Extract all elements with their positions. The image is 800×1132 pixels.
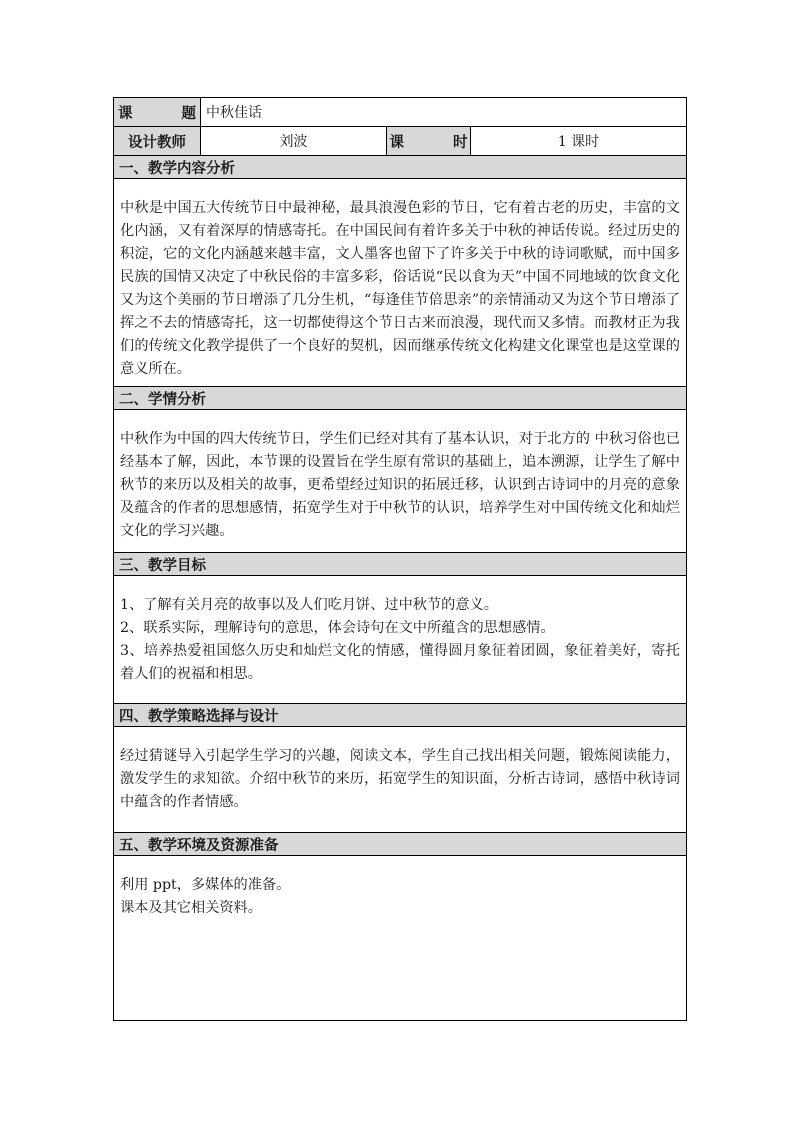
period-label: 课 时 [387, 127, 471, 155]
objective-item: 3、培养热爱祖国悠久历史和灿烂文化的情感，懂得圆月象征着团圆，象征着美好，寄托着人们的祝福和相思。 [120, 643, 680, 682]
section-title-content-analysis: 一、教学内容分析 [114, 156, 686, 179]
topic-value: 中秋佳话 [206, 105, 262, 121]
lesson-plan-table [113, 97, 687, 1021]
teacher-row [114, 127, 686, 156]
section-body-content-analysis [114, 179, 686, 387]
section-title-objectives: 三、教学目标 [114, 553, 686, 576]
resource-item: 课本及其它相关资料。 [120, 900, 262, 916]
topic-row [114, 98, 686, 127]
section-body-objectives [114, 576, 686, 704]
paragraph: 中秋是中国五大传统节日中最神秘，最具浪漫色彩的节日，它有着古老的历史，丰富的文化内涵，又有着深厚的情感寄托。在中国民间有着许多关于中秋的神话传说。经过历史的积淀，它的文化内涵越来越丰富，文人墨客也留下了许多关于中秋的诗词歌赋，而中国多民族的国情又决定了中秋民俗的丰富多彩，俗话说“民以食为天”中国不同地域的饮食文化又为这个美丽的节日增添了几分生机，“每逢佳节倍思亲”的亲情涌动又为这个节日增添了挥之不去的情感寄托，这一切都使得这个节日古来而浪漫，现代而又多情。而教材正为我们的传统文化教学提供了一个良好的契机，因而继承传统文化构建文化课堂也是这堂课的意义所在。 [120, 200, 680, 377]
paragraph: 经过猜谜导入引起学生学习的兴趣，阅读文本，学生自己找出相关问题，锻炼阅读能力，激发学生的求知欲。介绍中秋节的来历，拓宽学生的知识面，分析古诗词，感悟中秋诗词中蕴含的作者情感。 [120, 748, 680, 810]
paragraph: 中秋作为中国的四大传统节日，学生们已经对其有了基本认识，对于北方的 中秋习俗也已经基本了解，因此，本节课的设置旨在学生原有常识的基础上，追本溯源，让学生了解中秋节的来历以及相关的故事，更希望经过知识的拓展迁移，认识到古诗词中的月亮的意象及蕴含的作者的思想感情，拓宽学生对于中秋节的认识，培养学生对中国传统文化和灿烂文化的学习兴趣。 [120, 431, 680, 539]
teacher-value: 刘波 [201, 127, 387, 155]
topic-label: 课 题 [114, 98, 201, 126]
resource-item: 利用 ppt，多媒体的准备。 [120, 877, 291, 893]
section-title-resources: 五、教学环境及资源准备 [114, 833, 686, 856]
objective-item: 2、联系实际，理解诗句的意思，体会诗句在文中所蕴含的思想感情。 [120, 620, 555, 636]
section-title-student-analysis: 二、学情分析 [114, 387, 686, 410]
objective-item: 1、了解有关月亮的故事以及人们吃月饼、过中秋节的意义。 [120, 597, 498, 613]
section-body-resources [114, 856, 686, 1020]
section-body-student-analysis [114, 410, 686, 553]
section-body-strategy [114, 727, 686, 833]
period-value: 1 课时 [557, 134, 600, 150]
section-title-strategy: 四、教学策略选择与设计 [114, 704, 686, 727]
teacher-label: 设计教师 [114, 127, 201, 155]
